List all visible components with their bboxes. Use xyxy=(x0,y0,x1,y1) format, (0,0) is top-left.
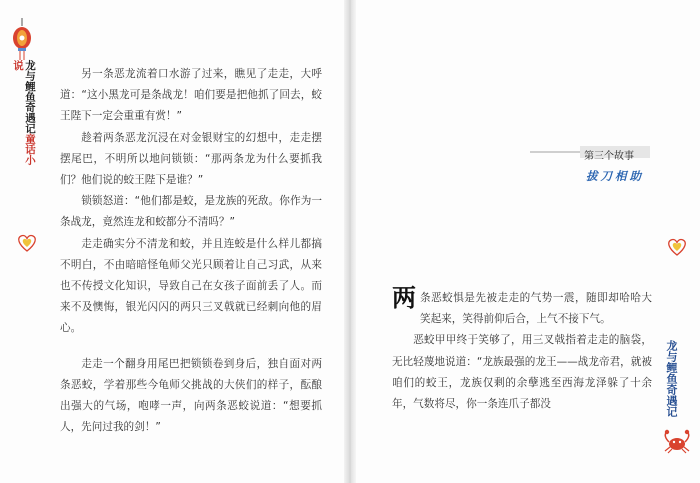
right-body-text xyxy=(392,283,652,415)
heart-marker-icon xyxy=(666,237,688,257)
left-paragraph-1: 另一条恶龙流着口水游了过来，瞧见了走走，大呼道：“这小黑龙可是条战龙！咱们要是把他抓了回去，蛟王陛下一定会重重有赏！” xyxy=(60,68,322,123)
dropcap: 两 xyxy=(392,283,416,312)
series-logo xyxy=(8,18,36,168)
right-paragraph-1: 两条恶蛟惧是先被走走的气势一震，随即却哈哈大笑起来，笑得前仰后合，上气不接下气。 xyxy=(392,283,652,326)
lantern-icon xyxy=(8,18,36,62)
chapter-title: 拔刀相助 xyxy=(586,169,644,183)
left-paragraph-3: 锁锁怒道：“他们都是蛟，是龙族的死敌。你作为一条战龙，竟然连龙和蛟都分不清吗？” xyxy=(60,195,322,229)
chapter-label: 第三个故事 xyxy=(584,151,634,162)
left-paragraph-5: 走走一个翻身用尾巴把锁锁卷到身后，独自面对两条恶蛟，学着那些今龟师父挑战的大侠们的样子，酝酿出强大的气场，咆哮一声，向两条恶蛟说道：“想要抓人，先问过我的剑！” xyxy=(60,357,322,434)
right-series-label: 龙与鲤鱼奇遇记 xyxy=(665,340,678,417)
left-paragraph-4: 走走确实分不清龙和蛟，并且连蛟是什么样儿都搞不明白，不由暗暗怪龟师父光只顾着让自己习武，从来也不传授文化知识，导致自己在女孩子面前丢了人。而来不及懊悔，银光闪闪的两只三叉戟就已经刺向他的眉心。 xyxy=(60,237,322,335)
book-gutter xyxy=(344,0,356,483)
right-paragraph-2: 恶蛟甲甲终于笑够了，用三叉戟指着走走的脑袋，无比轻蔑地说道：“龙族最强的龙王——战龙帝君，就被咱们的蛟王，龙族仅剩的余孽逃至西海龙泽躲了十余年，气数将尽，你一条连爪子都没 xyxy=(392,334,652,411)
crab-icon xyxy=(662,428,692,454)
heart-marker-icon xyxy=(16,233,38,253)
series-logo-text: 龙与鲤鱼奇遇记童话小说 xyxy=(12,60,36,165)
left-paragraph-2: 趁着两条恶龙沉浸在对金银财宝的幻想中，走走摆摆尾巴，不明所以地问锁锁：“那两条龙为什么要抓我们？他们说的蛟王陛下是谁？” xyxy=(60,131,322,187)
left-body-text xyxy=(60,64,322,438)
